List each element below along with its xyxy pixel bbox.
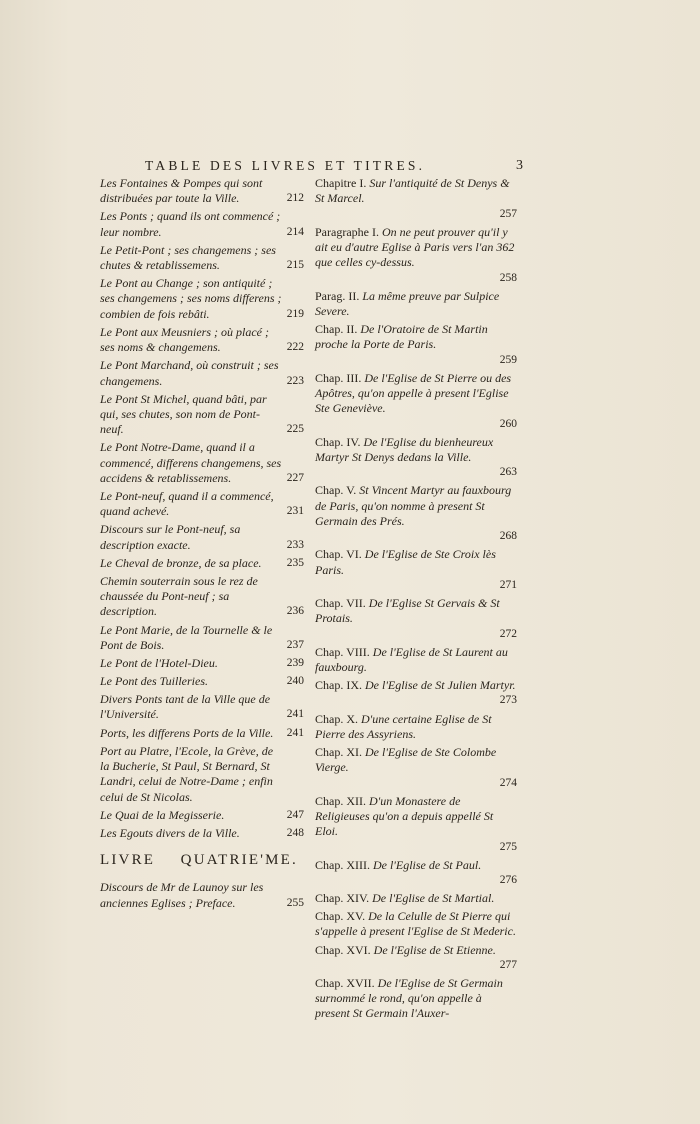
entry-page: 223	[286, 374, 304, 387]
entry-page: 237	[286, 638, 304, 651]
toc-entry	[100, 522, 304, 553]
toc-entry	[315, 483, 517, 544]
entry-text: Le Pont-neuf, quand il a commencé, quand achevé.	[100, 489, 274, 519]
toc-entry	[100, 556, 304, 571]
entry-text: D'une certaine Eglise de St Pierre des Assyriens.	[315, 711, 492, 741]
toc-entry	[100, 623, 304, 654]
chapter-label: Chap. VII.	[315, 596, 366, 611]
entry-page: 239	[286, 656, 304, 669]
entry-text: Le Pont St Michel, quand bâti, par qui, ses chutes, son nom de Pont-neuf.	[100, 391, 267, 437]
entry-page: 240	[286, 675, 304, 688]
entry-page: 236	[286, 605, 304, 618]
entry-text: De l'Eglise de St Martial.	[372, 891, 495, 906]
entry-text: Discours sur le Pont-neuf, sa description exacte.	[100, 522, 241, 552]
chapter-label: Chap. VI.	[315, 547, 362, 562]
toc-entry	[315, 794, 517, 855]
chapter-label: Chap. V.	[315, 483, 357, 498]
entry-page: 273	[499, 694, 517, 707]
entry-page: 276	[499, 873, 517, 886]
entry-text: Le Pont Notre-Dame, quand il a commencé, differens changemens, ses accidens & retablissemens.	[100, 440, 282, 485]
toc-entry	[100, 276, 304, 322]
entry-page: 222	[286, 341, 304, 354]
toc-entry	[315, 176, 517, 222]
toc-entry	[100, 489, 304, 520]
running-head-title: TABLE DES LIVRES ET TITRES.	[145, 158, 426, 173]
toc-entry	[315, 976, 517, 1022]
toc-entry	[100, 744, 304, 805]
entry-page: 212	[286, 192, 304, 205]
entry-text: De l'Eglise de St Julien Martyr.	[365, 678, 516, 693]
entry-text: De l'Eglise de Ste Colombe Vierge.	[315, 744, 497, 775]
entry-page: 275	[499, 840, 517, 853]
entry-page: 272	[499, 627, 517, 640]
livre-number: QUATRIE'ME.	[180, 852, 298, 869]
entry-text: Sur l'antiquité de St Denys & St Marcel.	[315, 176, 510, 206]
toc-entry	[315, 322, 517, 368]
entry-text: De l'Eglise de St Pierre ou des Apôtres, qu'on appelle à present l'Eglise Ste Geneviève.	[315, 370, 512, 416]
entry-text: Les Egouts divers de la Ville.	[100, 825, 240, 840]
entry-page: 277	[499, 958, 517, 971]
toc-entry	[315, 678, 517, 709]
toc-entry	[315, 745, 517, 791]
entry-text: Discours de Mr de Launoy sur les anciennes Eglises ; Preface.	[100, 880, 264, 910]
page-number: 3	[516, 158, 523, 173]
left-column	[100, 176, 304, 914]
entry-text: De l'Oratoire de St Martin proche la Porte de Paris.	[315, 322, 488, 352]
entry-text: Les Fontaines & Pompes qui sont distribuées par toute la Ville.	[100, 176, 263, 206]
entry-page: 259	[499, 353, 517, 366]
chapter-label: Paragraphe I.	[315, 224, 379, 239]
toc-entry	[315, 891, 517, 906]
left-after-entries	[100, 880, 304, 911]
entry-text: Le Petit-Pont ; ses changemens ; ses chutes & retablissemens.	[100, 242, 276, 273]
entry-page: 247	[286, 808, 304, 821]
chapter-label: Chap. III.	[315, 370, 362, 385]
entry-text: Les Ponts ; quand ils ont commencé ; leur nombre.	[100, 209, 281, 239]
toc-entry	[315, 547, 517, 593]
chapter-label: Chap. XIV.	[315, 891, 370, 906]
toc-entry	[315, 909, 517, 940]
chapter-label: Parag. II.	[315, 288, 360, 303]
running-head	[145, 158, 523, 178]
entry-text: Le Pont de l'Hotel-Dieu.	[100, 655, 218, 670]
entry-text: De l'Eglise de St Germain surnommé le rond, qu'on appelle à present St Germain l'Auxer-	[315, 975, 503, 1021]
toc-entry	[100, 826, 304, 841]
toc-entry	[100, 176, 304, 207]
entry-page: 268	[499, 530, 517, 543]
entry-text: Le Pont Marie, de la Tournelle & le Pont de Bois.	[100, 622, 273, 652]
entry-text: De l'Eglise de St Paul.	[372, 857, 482, 872]
entry-page: 271	[499, 579, 517, 591]
entry-text: Le Pont au Change ; son antiquité ; ses changemens ; ses noms differens ; combien de fois rebâti.	[100, 276, 282, 321]
livre-heading	[100, 853, 304, 868]
toc-entry	[100, 574, 304, 620]
entry-text: On ne peut prouver qu'il y ait eu d'autre Eglise à Paris vers l'an 362 que celles cy-dessus.	[315, 224, 515, 270]
chapter-label: Chap. X.	[315, 711, 358, 726]
chapter-label: Chap. IX.	[315, 678, 362, 693]
entry-page: 235	[286, 556, 304, 569]
toc-entry	[100, 358, 304, 389]
entry-page: 257	[499, 207, 517, 220]
entry-text: Divers Ponts tant de la Ville que de l'Université.	[100, 692, 271, 722]
entry-text: De l'Eglise de Ste Croix lès Paris.	[315, 547, 496, 577]
chapter-label: Chap. IV.	[315, 434, 361, 449]
entry-text: De l'Eglise St Gervais & St Protais.	[315, 596, 500, 626]
entry-page: 241	[286, 726, 304, 739]
entry-page: 258	[499, 271, 517, 284]
toc-entry	[100, 440, 304, 486]
entry-page: 227	[286, 471, 304, 484]
chapter-label: Chap. XV.	[315, 909, 366, 924]
toc-entry	[100, 243, 304, 274]
entry-text: Le Cheval de bronze, de sa place.	[100, 555, 262, 570]
toc-entry	[315, 225, 517, 286]
entry-text: Ports, les differens Ports de la Ville.	[100, 725, 274, 740]
toc-entry	[100, 209, 304, 240]
toc-entry	[100, 325, 304, 356]
toc-entry	[100, 656, 304, 671]
toc-entry	[100, 726, 304, 741]
entry-page: 219	[286, 307, 304, 320]
toc-entry	[100, 808, 304, 823]
chapter-label: Chap. II.	[315, 322, 358, 337]
toc-entry	[100, 880, 304, 911]
entry-text: La même preuve par Sulpice Severe.	[315, 288, 500, 318]
toc-entry	[315, 858, 517, 889]
toc-entry	[315, 645, 517, 676]
toc-entry	[100, 392, 304, 438]
chapter-label: Chap. XII.	[315, 793, 366, 808]
entry-page: 241	[286, 708, 304, 721]
toc-entry	[100, 674, 304, 689]
toc-entry	[315, 435, 517, 481]
livre-word: LIVRE	[100, 852, 156, 869]
toc-entry	[315, 712, 517, 743]
chapter-label: Chap. XI.	[315, 744, 362, 759]
entry-text: De l'Eglise du bienheureux Martyr St Denys dedans la Ville.	[315, 434, 494, 465]
entry-page: 248	[286, 826, 304, 839]
chapter-label: Chap. XVII.	[315, 975, 375, 990]
entry-page: 263	[499, 466, 517, 479]
toc-entry	[315, 596, 517, 642]
entry-text: De la Celulle de St Pierre qui s'appelle à present l'Eglise de St Mederic.	[315, 909, 516, 939]
chapter-label: Chap. XVI.	[315, 942, 371, 957]
toc-entry	[315, 289, 517, 320]
entry-text: Le Pont Marchand, où construit ; ses changemens.	[100, 358, 279, 388]
toc-entry	[315, 943, 517, 974]
entry-page: 214	[286, 225, 304, 238]
entry-page: 255	[286, 896, 304, 909]
left-entries	[100, 176, 304, 841]
toc-entry	[315, 371, 517, 432]
entry-text: De l'Eglise de St Etienne.	[373, 942, 496, 957]
entry-text: Port au Platre, l'Ecole, la Grève, de la Bucherie, St Paul, St Bernard, St Landri, celui de Notre-Dame ; enfin celui de St Nicolas.	[100, 743, 274, 804]
right-entries	[315, 176, 517, 1022]
entry-text: Chemin souterrain sous le rez de chaussée du Pont-neuf ; sa description.	[100, 573, 258, 619]
entry-page: 233	[286, 538, 304, 551]
toc-entry	[100, 692, 304, 723]
entry-page: 215	[286, 259, 304, 272]
chapter-label: Chapitre I.	[315, 176, 367, 190]
entry-text: St Vincent Martyr au fauxbourg de Paris, qu'on nomme à present St Germain des Prés.	[315, 483, 512, 529]
entry-text: De l'Eglise de St Laurent au fauxbourg.	[315, 644, 508, 675]
chapter-label: Chap. XIII.	[315, 857, 370, 872]
entry-text: Le Pont des Tuilleries.	[100, 674, 208, 689]
entry-page: 225	[286, 423, 304, 436]
entry-text: D'un Monastere de Religieuses qu'on a depuis appellé St Eloi.	[315, 793, 494, 839]
entry-page: 231	[286, 505, 304, 518]
chapter-label: Chap. VIII.	[315, 644, 370, 659]
entry-page: 274	[499, 776, 517, 789]
entry-text: Le Pont aux Meusniers ; où placé ; ses noms & changemens.	[100, 324, 269, 355]
entry-text: Le Quai de la Megisserie.	[100, 807, 225, 822]
entry-page: 260	[499, 417, 517, 430]
right-column	[315, 176, 517, 1025]
